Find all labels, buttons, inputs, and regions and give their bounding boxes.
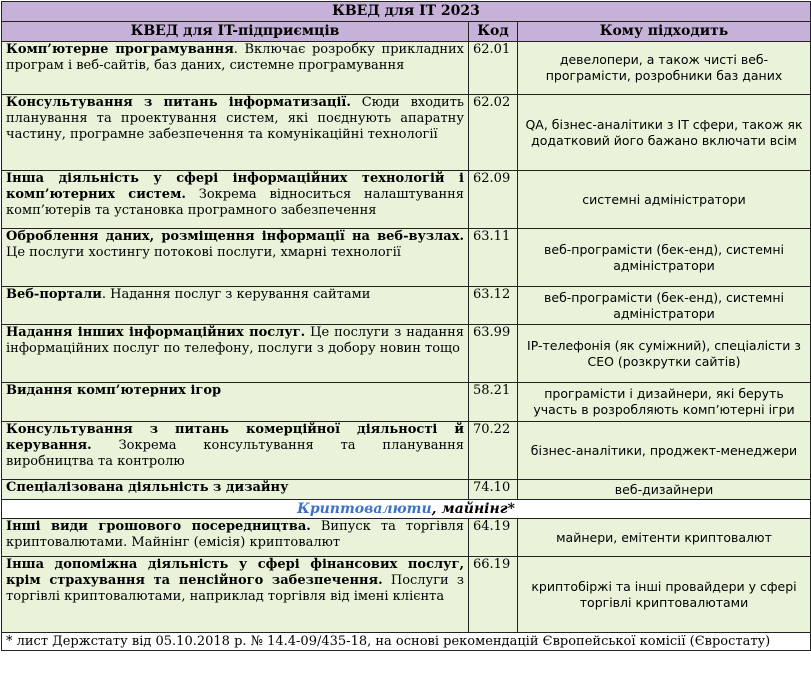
activity-text: . Включає розробку прикладних програм і веб-сайтів, баз даних, системне програмування [6, 42, 464, 73]
activity-cell [2, 480, 469, 500]
who-cell: девелопери, а також чисті веб-програмісти, розробники баз даних [518, 42, 811, 95]
activity-title: Оброблення даних, розміщення інформації на веб-вузлах. [6, 229, 464, 244]
who-cell: майнери, емітенти криптовалют [518, 519, 811, 557]
activity-cell [2, 557, 469, 633]
section-heading [2, 500, 811, 519]
table-row [2, 325, 811, 383]
activity-title: Інша діяльність у сфері інформаційних технологій і комп’ютерних систем. [6, 171, 464, 202]
table-row [2, 171, 811, 229]
who-cell: системні адміністратори [518, 171, 811, 229]
who-cell: QA, бізнес-аналітики з IT сфери, також як додатковий його бажано включати всім [518, 95, 811, 171]
section-row-crypto [2, 500, 811, 519]
table-header-row [2, 22, 811, 42]
footnote: * лист Держстату від 05.10.2018 р. № 14.4-09/435-18, на основі рекомендацій Європейської комісії (Євростату) [2, 633, 811, 651]
table-row [2, 287, 811, 325]
activity-title: Консультування з питань інформатизації. [6, 95, 351, 110]
activity-text: . Надання послуг з керування сайтами [101, 287, 371, 302]
code-cell: 63.99 [469, 325, 518, 383]
code-cell: 62.09 [469, 171, 518, 229]
activity-cell [2, 95, 469, 171]
activity-cell [2, 325, 469, 383]
kved-document [0, 1, 811, 678]
activity-text: Послуги з торгівлі криптовалютами, наприклад торгівля від імені клієнта [6, 573, 464, 604]
code-cell: 74.10 [469, 480, 518, 500]
table-title-row [2, 2, 811, 22]
code-cell: 58.21 [469, 383, 518, 422]
table-row [2, 519, 811, 557]
table-row [2, 557, 811, 633]
code-cell: 64.19 [469, 519, 518, 557]
activity-title: Консультування з питань комерційної діяльності й керування. [6, 422, 464, 453]
who-cell: веб-програмісти (бек-енд), системні адміністратори [518, 229, 811, 287]
activity-cell [2, 422, 469, 480]
table-row [2, 229, 811, 287]
kved-table [1, 1, 811, 651]
activity-text: Це послуги з надання інформаційних послуг по телефону, послуги з добору новин тощо [6, 325, 464, 356]
who-cell: програмісти і дизайнери, які беруть участь в розробляють комп’ютерні ігри [518, 383, 811, 422]
activity-title: Комп’ютерне програмування [6, 42, 234, 57]
activity-title: Видання комп’ютерних ігор [6, 383, 222, 398]
header-who: Кому підходить [518, 22, 811, 42]
table-row [2, 42, 811, 95]
activity-cell [2, 519, 469, 557]
who-cell: веб-дизайнери [518, 480, 811, 500]
activity-text: Випуск та торгівля криптовалютами. Майнінг (емісія) криптовалют [6, 519, 464, 550]
who-cell: криптобіржі та інші провайдери у сфері торгівлі криптовалютами [518, 557, 811, 633]
activity-text: Зокрема відноситься налаштування комп’ютерів та установка програмного забезпечення [6, 187, 464, 218]
activity-title: Інша допоміжна діяльність у сфері фінансових послуг, крім страхування та пенсійного забезпечення. [6, 557, 464, 588]
code-cell: 62.01 [469, 42, 518, 95]
code-cell: 63.12 [469, 287, 518, 325]
section-crypto-label: Криптовалюти [297, 501, 432, 517]
activity-cell [2, 171, 469, 229]
section-rest-label: , майнінг* [431, 501, 515, 517]
activity-text: Це послуги хостингу потокові послуги, хмарні технології [6, 245, 401, 260]
activity-text: Зокрема консультування та планування виробництва та контролю [6, 438, 464, 469]
who-cell: бізнес-аналітики, проджект-менеджери [518, 422, 811, 480]
activity-cell [2, 383, 469, 422]
activity-text: Сюди входить планування та проектування систем, які поєднують апаратну частину, програмне забезпечення та комунікаційні технології [6, 95, 464, 142]
activity-title: Надання інших інформаційних послуг. [6, 325, 306, 340]
table-row [2, 480, 811, 500]
header-activity: КВЕД для IT-підприємців [2, 22, 469, 42]
activity-cell [2, 287, 469, 325]
table-row [2, 95, 811, 171]
footnote-row [2, 633, 811, 651]
who-cell: веб-програмісти (бек-енд), системні адміністратори [518, 287, 811, 325]
table-row [2, 422, 811, 480]
code-cell: 66.19 [469, 557, 518, 633]
activity-title: Веб-портали [6, 287, 102, 302]
activity-cell [2, 42, 469, 95]
code-cell: 70.22 [469, 422, 518, 480]
activity-cell [2, 229, 469, 287]
table-title: КВЕД для IT 2023 [2, 2, 811, 22]
code-cell: 63.11 [469, 229, 518, 287]
activity-title: Інші види грошового посередництва. [6, 519, 311, 534]
header-code: Код [469, 22, 518, 42]
who-cell: IP-телефонія (як суміжний), спеціалісти з СЕО (розкрутки сайтів) [518, 325, 811, 383]
code-cell: 62.02 [469, 95, 518, 171]
activity-title: Спеціалізована діяльність з дизайну [6, 480, 289, 495]
table-row [2, 383, 811, 422]
